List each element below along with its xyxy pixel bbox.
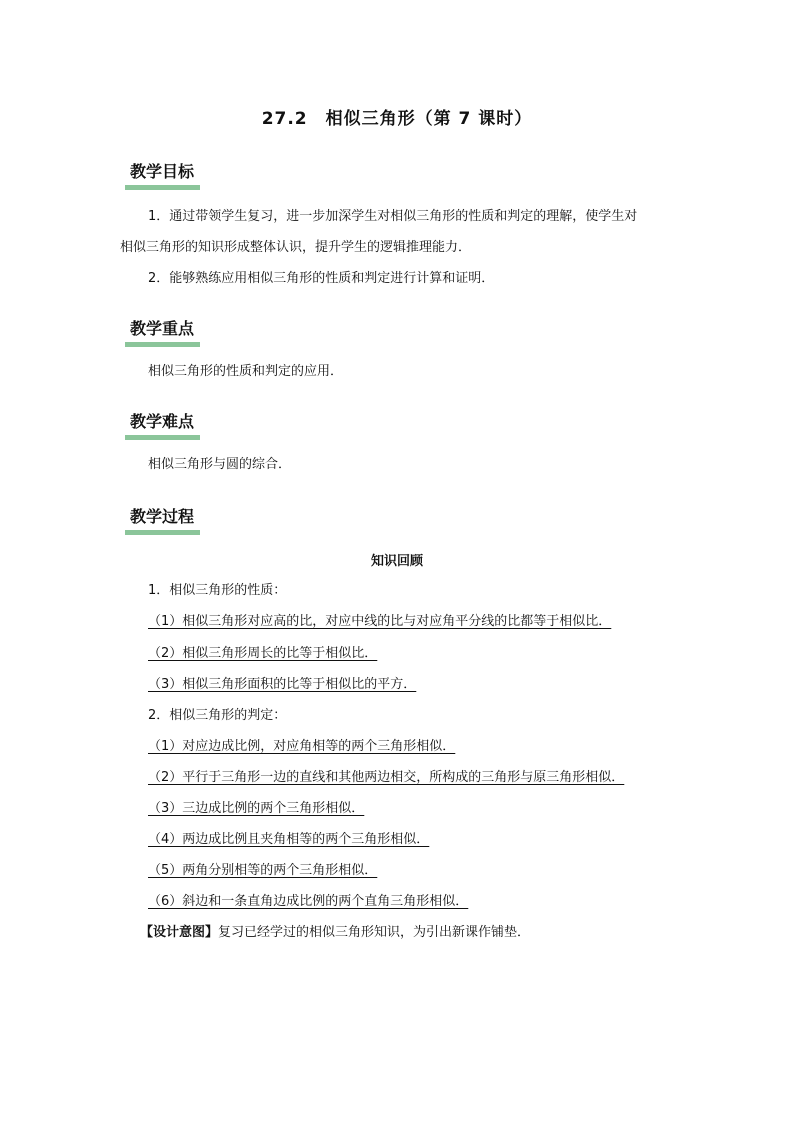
section-heading-process: 教学过程: [125, 507, 200, 535]
review-subheading: 知识回顾: [370, 554, 423, 569]
criteria-item-2: （2）平行于三角形一边的直线和其他两边相交，所构成的三角形与原三角形相似．: [148, 770, 625, 785]
criteria-item-1: （1）对应边成比例，对应角相等的两个三角形相似．: [148, 739, 456, 754]
criteria-title: 2．相似三角形的判定：: [148, 708, 287, 723]
goals-line-3: 2．能够熟练应用相似三角形的性质和判定进行计算和证明．: [148, 271, 495, 286]
difficulty-line: 相似三角形与圆的综合．: [148, 457, 292, 472]
criteria-item-5: （5）两角分别相等的两个三角形相似．: [148, 863, 378, 878]
property-item-2: （2）相似三角形周长的比等于相似比．: [148, 646, 378, 661]
properties-title: 1．相似三角形的性质：: [148, 583, 287, 598]
property-item-3: （3）相似三角形面积的比等于相似比的平方．: [148, 677, 417, 692]
criteria-item-3: （3）三边成比例的两个三角形相似．: [148, 801, 365, 816]
design-intent: [140, 923, 530, 943]
section-heading-goals: 教学目标: [125, 162, 200, 190]
page-title: 27.2 相似三角形（第 7 课时）: [261, 109, 533, 129]
section-heading-key: 教学重点: [125, 319, 200, 347]
property-item-1: （1）相似三角形对应高的比，对应中线的比与对应角平分线的比都等于相似比．: [148, 614, 612, 629]
section-heading-difficulty: 教学难点: [125, 412, 200, 440]
goals-line-2: 相似三角形的知识形成整体认识，提升学生的逻辑推理能力．: [120, 240, 472, 255]
key-line: 相似三角形的性质和判定的应用．: [148, 364, 344, 379]
criteria-item-4: （4）两边成比例且夹角相等的两个三角形相似．: [148, 832, 430, 847]
criteria-item-6: （6）斜边和一条直角边成比例的两个直角三角形相似．: [148, 894, 469, 909]
design-intent-label: 【设计意图】: [140, 925, 219, 940]
goals-line-1: 1．通过带领学生复习，进一步加深学生对相似三角形的性质和判定的理解，使学生对: [148, 209, 638, 224]
design-intent-text: 复习已经学过的相似三角形知识，为引出新课作铺垫．: [218, 925, 531, 940]
